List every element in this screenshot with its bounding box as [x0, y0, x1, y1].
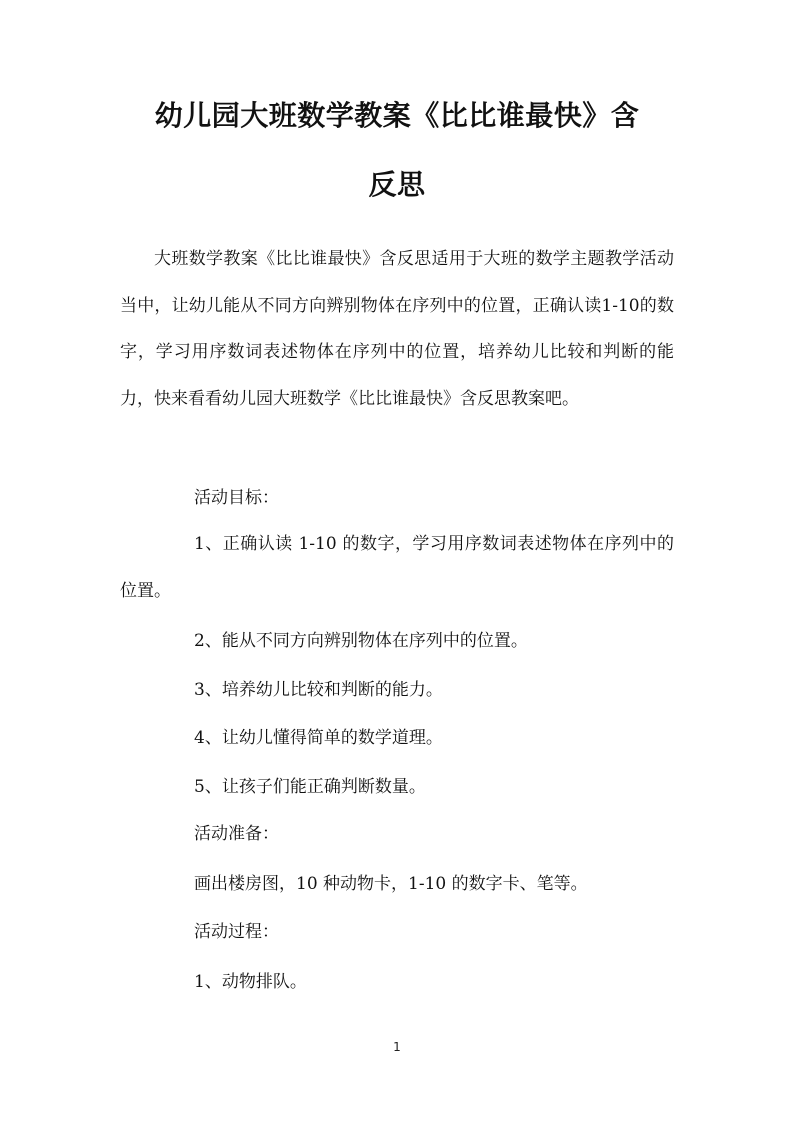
- goal-item-3: 3、培养幼儿比较和判断的能力。: [194, 680, 443, 700]
- goal-item-1: 1、正确认读 1-10 的数字，学习用序数词表述物体在序列中的位置。: [120, 534, 674, 601]
- process-step-1: 1、动物排队。: [194, 972, 307, 992]
- prep-text: 画出楼房图，10 种动物卡，1-10 的数字卡、笔等。: [194, 874, 588, 894]
- goals-heading: 活动目标：: [194, 488, 279, 508]
- document-title-line-2: 反思: [368, 168, 426, 201]
- process-heading: 活动过程：: [194, 922, 279, 942]
- goal-item-2: 2、能从不同方向辨别物体在序列中的位置。: [194, 631, 528, 651]
- document-title-line-1: 幼儿园大班数学教案《比比谁最快》含: [154, 99, 640, 132]
- page-number: 1: [393, 1040, 401, 1054]
- prep-heading: 活动准备：: [194, 824, 279, 844]
- intro-paragraph: 大班数学教案《比比谁最快》含反思适用于大班的数学主题教学活动当中，让幼儿能从不同方向辨别物体在序列中的位置，正确认读1-10的数字，学习用序数词表述物体在序列中的位置，培养幼儿比较和判断的能力，快来看看幼儿园大班数学《比比谁最快》含反思教案吧。: [120, 249, 674, 409]
- goal-item-5: 5、让孩子们能正确判断数量。: [194, 777, 426, 797]
- goal-item-4: 4、让幼儿懂得简单的数学道理。: [194, 728, 443, 748]
